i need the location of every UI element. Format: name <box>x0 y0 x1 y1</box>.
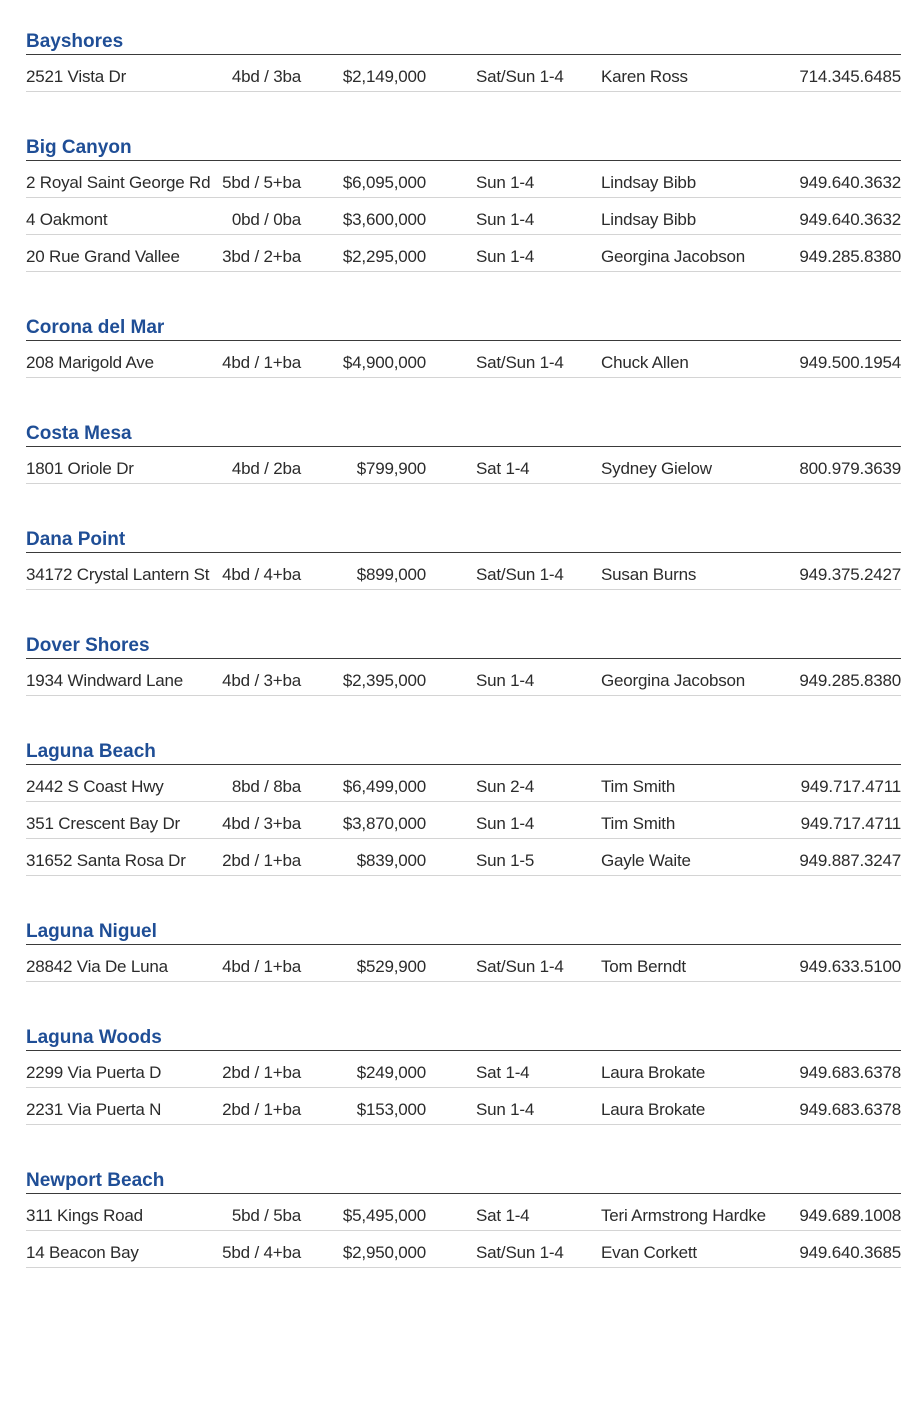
neighborhood-heading: Big Canyon <box>26 136 901 161</box>
listing-open-house-time: Sun 1-4 <box>476 173 535 192</box>
neighborhood-section <box>26 422 901 484</box>
listing-agent-name: Laura Brokate <box>601 1100 706 1119</box>
listing-address: 14 Beacon Bay <box>26 1243 139 1262</box>
listing-row <box>26 765 901 802</box>
listing-agent-name: Evan Corkett <box>601 1243 697 1262</box>
listing-price: $799,900 <box>356 459 426 478</box>
listing-open-house-time: Sat/Sun 1-4 <box>476 957 564 976</box>
listing-agent-phone: 949.640.3632 <box>799 210 901 229</box>
listing-bed-bath: 4bd / 3+ba <box>222 814 301 833</box>
listing-row <box>26 802 901 839</box>
listing-address: 311 Kings Road <box>26 1206 143 1225</box>
neighborhood-heading: Dover Shores <box>26 634 901 659</box>
listing-price: $529,900 <box>356 957 426 976</box>
listing-price: $6,095,000 <box>342 173 426 192</box>
listing-price: $899,000 <box>356 565 426 584</box>
listing-open-house-time: Sat/Sun 1-4 <box>476 565 564 584</box>
neighborhood-section <box>26 1169 901 1268</box>
listing-bed-bath: 3bd / 2+ba <box>222 247 301 266</box>
listing-open-house-time: Sat/Sun 1-4 <box>476 67 564 86</box>
listing-agent-phone: 949.689.1008 <box>799 1206 901 1225</box>
listing-agent-name: Lindsay Bibb <box>601 173 696 192</box>
listing-bed-bath: 2bd / 1+ba <box>222 1100 301 1119</box>
listing-row <box>26 341 901 378</box>
listing-address: 351 Crescent Bay Dr <box>26 814 180 833</box>
neighborhood-section <box>26 740 901 876</box>
listing-bed-bath: 5bd / 4+ba <box>222 1243 301 1262</box>
listing-bed-bath: 2bd / 1+ba <box>222 1063 301 1082</box>
listing-price: $5,495,000 <box>342 1206 426 1225</box>
listing-price: $6,499,000 <box>342 777 426 796</box>
listing-address: 28842 Via De Luna <box>26 957 168 976</box>
listing-row <box>26 1194 901 1231</box>
listing-row <box>26 839 901 876</box>
listing-price: $4,900,000 <box>342 353 426 372</box>
neighborhood-section <box>26 528 901 590</box>
listing-row <box>26 447 901 484</box>
listing-open-house-time: Sun 1-4 <box>476 1100 535 1119</box>
listing-bed-bath: 4bd / 4+ba <box>222 565 301 584</box>
listing-open-house-time: Sat 1-4 <box>476 1206 530 1225</box>
neighborhood-section <box>26 136 901 272</box>
listing-row <box>26 161 901 198</box>
listing-agent-name: Laura Brokate <box>601 1063 706 1082</box>
listing-agent-name: Tom Berndt <box>601 957 686 976</box>
listing-bed-bath: 8bd / 8ba <box>231 777 301 796</box>
neighborhood-heading: Laguna Niguel <box>26 920 901 945</box>
listing-open-house-time: Sun 2-4 <box>476 777 535 796</box>
listing-agent-phone: 800.979.3639 <box>799 459 901 478</box>
neighborhood-section <box>26 30 901 92</box>
listing-address: 2 Royal Saint George Rd <box>26 173 211 192</box>
listing-open-house-time: Sun 1-4 <box>476 247 535 266</box>
listing-price: $3,870,000 <box>342 814 426 833</box>
listing-address: 20 Rue Grand Vallee <box>26 247 180 266</box>
listing-row <box>26 55 901 92</box>
open-house-listings <box>26 30 901 1312</box>
listing-price: $839,000 <box>356 851 426 870</box>
neighborhood-heading: Corona del Mar <box>26 316 901 341</box>
listing-agent-phone: 949.640.3632 <box>799 173 901 192</box>
listing-bed-bath: 4bd / 1+ba <box>222 957 301 976</box>
listing-open-house-time: Sun 1-5 <box>476 851 535 870</box>
listing-agent-name: Teri Armstrong Hardke <box>601 1206 766 1225</box>
listing-price: $2,149,000 <box>342 67 426 86</box>
listing-bed-bath: 4bd / 2ba <box>231 459 301 478</box>
listing-address: 34172 Crystal Lantern St <box>26 565 210 584</box>
neighborhood-section <box>26 920 901 982</box>
listing-address: 1801 Oriole Dr <box>26 459 134 478</box>
listing-agent-name: Chuck Allen <box>601 353 689 372</box>
neighborhood-heading: Dana Point <box>26 528 901 553</box>
listing-price: $3,600,000 <box>342 210 426 229</box>
listing-price: $2,950,000 <box>342 1243 426 1262</box>
listing-agent-name: Lindsay Bibb <box>601 210 696 229</box>
listing-agent-name: Georgina Jacobson <box>601 247 746 266</box>
listing-agent-phone: 949.500.1954 <box>799 353 901 372</box>
listing-open-house-time: Sun 1-4 <box>476 814 535 833</box>
listing-bed-bath: 5bd / 5+ba <box>222 173 301 192</box>
neighborhood-heading: Bayshores <box>26 30 901 55</box>
listing-bed-bath: 5bd / 5ba <box>231 1206 301 1225</box>
neighborhood-heading: Costa Mesa <box>26 422 901 447</box>
listing-open-house-time: Sat/Sun 1-4 <box>476 1243 564 1262</box>
listing-agent-phone: 949.640.3685 <box>799 1243 901 1262</box>
listing-agent-phone: 949.683.6378 <box>799 1063 901 1082</box>
listing-price: $249,000 <box>356 1063 426 1082</box>
listing-open-house-time: Sun 1-4 <box>476 210 535 229</box>
listing-address: 2442 S Coast Hwy <box>26 777 164 796</box>
listing-agent-phone: 714.345.6485 <box>799 67 901 86</box>
listing-row <box>26 945 901 982</box>
listing-address: 2521 Vista Dr <box>26 67 127 86</box>
listing-row <box>26 1231 901 1268</box>
listing-open-house-time: Sun 1-4 <box>476 671 535 690</box>
listing-open-house-time: Sat 1-4 <box>476 459 530 478</box>
listing-open-house-time: Sat/Sun 1-4 <box>476 353 564 372</box>
listing-agent-phone: 949.285.8380 <box>799 671 901 690</box>
listing-price: $2,295,000 <box>342 247 426 266</box>
listing-row <box>26 553 901 590</box>
listing-address: 208 Marigold Ave <box>26 353 154 372</box>
neighborhood-section <box>26 634 901 696</box>
listing-address: 4 Oakmont <box>26 210 108 229</box>
listing-bed-bath: 4bd / 3+ba <box>222 671 301 690</box>
listing-agent-phone: 949.717.4711 <box>800 814 901 833</box>
listing-address: 2231 Via Puerta N <box>26 1100 162 1119</box>
neighborhood-heading: Laguna Woods <box>26 1026 901 1051</box>
listing-price: $2,395,000 <box>342 671 426 690</box>
listing-agent-name: Tim Smith <box>601 777 676 796</box>
listing-agent-name: Karen Ross <box>601 67 688 86</box>
listing-address: 1934 Windward Lane <box>26 671 184 690</box>
neighborhood-heading: Laguna Beach <box>26 740 901 765</box>
neighborhood-heading: Newport Beach <box>26 1169 901 1194</box>
listing-row <box>26 1051 901 1088</box>
listing-address: 2299 Via Puerta D <box>26 1063 162 1082</box>
listing-row <box>26 235 901 272</box>
listing-bed-bath: 4bd / 3ba <box>231 67 301 86</box>
listing-price: $153,000 <box>356 1100 426 1119</box>
listing-agent-name: Georgina Jacobson <box>601 671 746 690</box>
listing-row <box>26 659 901 696</box>
neighborhood-section <box>26 1026 901 1125</box>
listing-open-house-time: Sat 1-4 <box>476 1063 530 1082</box>
listing-agent-phone: 949.887.3247 <box>799 851 901 870</box>
listing-agent-phone: 949.717.4711 <box>800 777 901 796</box>
listing-agent-name: Gayle Waite <box>601 851 691 870</box>
listing-bed-bath: 2bd / 1+ba <box>222 851 301 870</box>
listing-agent-name: Sydney Gielow <box>601 459 712 478</box>
listing-agent-phone: 949.375.2427 <box>799 565 901 584</box>
listing-agent-name: Susan Burns <box>601 565 697 584</box>
listing-agent-name: Tim Smith <box>601 814 676 833</box>
listing-agent-phone: 949.633.5100 <box>799 957 901 976</box>
listing-agent-phone: 949.683.6378 <box>799 1100 901 1119</box>
listing-bed-bath: 0bd / 0ba <box>231 210 301 229</box>
listing-row <box>26 198 901 235</box>
listing-address: 31652 Santa Rosa Dr <box>26 851 186 870</box>
neighborhood-section <box>26 316 901 378</box>
listing-agent-phone: 949.285.8380 <box>799 247 901 266</box>
listing-bed-bath: 4bd / 1+ba <box>222 353 301 372</box>
listing-row <box>26 1088 901 1125</box>
